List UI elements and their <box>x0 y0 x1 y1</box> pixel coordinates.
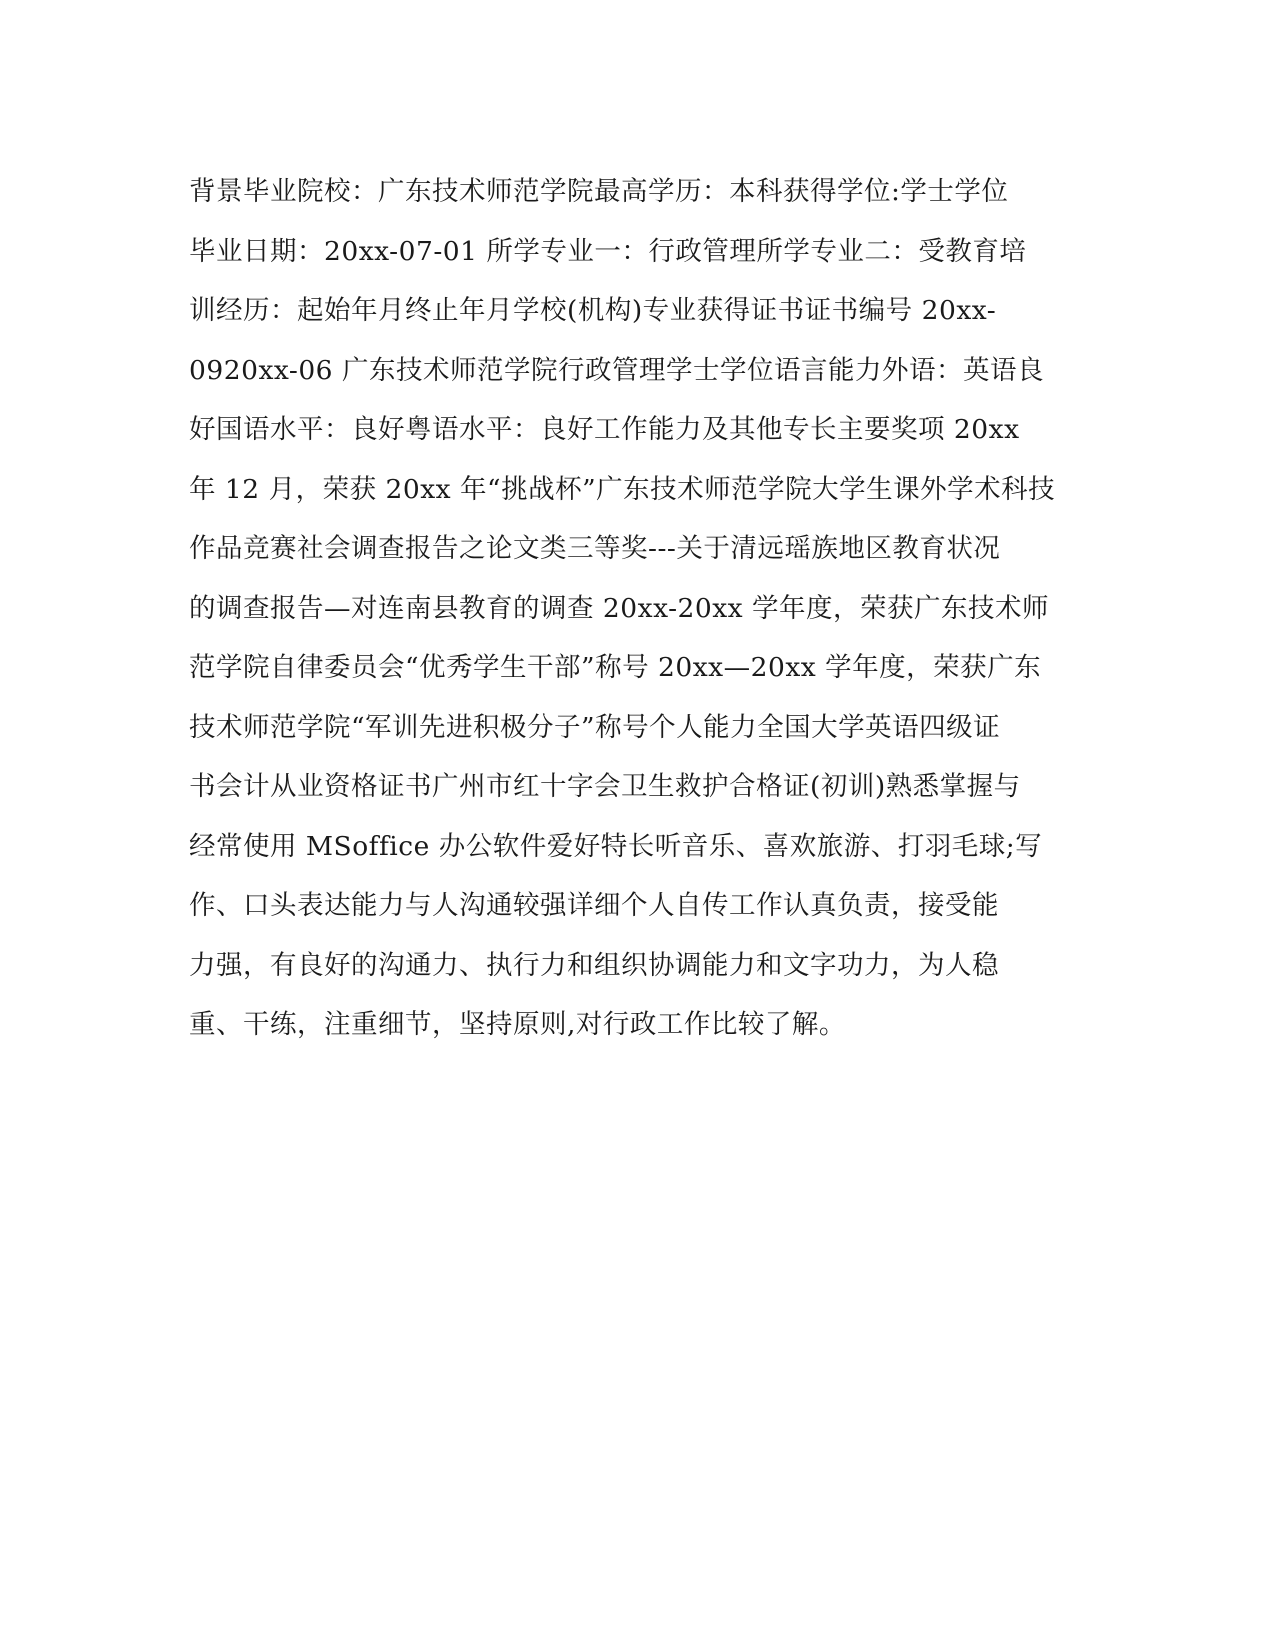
text-line: 的调查报告—对连南县教育的调查 20xx-20xx 学年度，荣获广东技术师 <box>189 592 1050 624</box>
text-line: 力强，有良好的沟通力、执行力和组织协调能力和文字功力，为人稳 <box>189 949 999 981</box>
text-line: 重、干练，注重细节，坚持原则,对行政工作比较了解。 <box>189 1009 846 1040</box>
resume-body-text <box>189 162 1089 1055</box>
text-line: 训经历：起始年月终止年月学校(机构)专业获得证书证书编号 20xx- <box>189 295 997 326</box>
text-line: 0920xx-06 广东技术师范学院行政管理学士学位语言能力外语：英语良 <box>189 354 1044 386</box>
text-line: 书会计从业资格证书广州市红十字会卫生救护合格证(初训)熟悉掌握与 <box>189 771 1021 802</box>
text-line: 技术师范学院“军训先进积极分子”称号个人能力全国大学英语四级证 <box>189 711 1001 743</box>
text-line: 年 12 月，荣获 20xx 年“挑战杯”广东技术师范学院大学生课外学术科技 <box>189 473 1056 505</box>
text-line: 作品竞赛社会调查报告之论文类三等奖---关于清远瑶族地区教育状况 <box>189 533 1001 564</box>
text-line: 背景毕业院校：广东技术师范学院最高学历：本科获得学位:学士学位 <box>189 176 1009 207</box>
text-line: 作、口头表达能力与人沟通较强详细个人自传工作认真负责，接受能 <box>189 890 999 921</box>
text-line: 范学院自律委员会“优秀学生干部”称号 20xx—20xx 学年度，荣获广东 <box>189 652 1042 683</box>
text-line: 经常使用 MSoffice 办公软件爱好特长听音乐、喜欢旅游、打羽毛球;写 <box>189 830 1043 862</box>
text-line: 毕业日期：20xx-07-01 所学专业一：行政管理所学专业二：受教育培 <box>189 235 1027 267</box>
text-line: 好国语水平：良好粤语水平：良好工作能力及其他专长主要奖项 20xx <box>189 414 1020 445</box>
